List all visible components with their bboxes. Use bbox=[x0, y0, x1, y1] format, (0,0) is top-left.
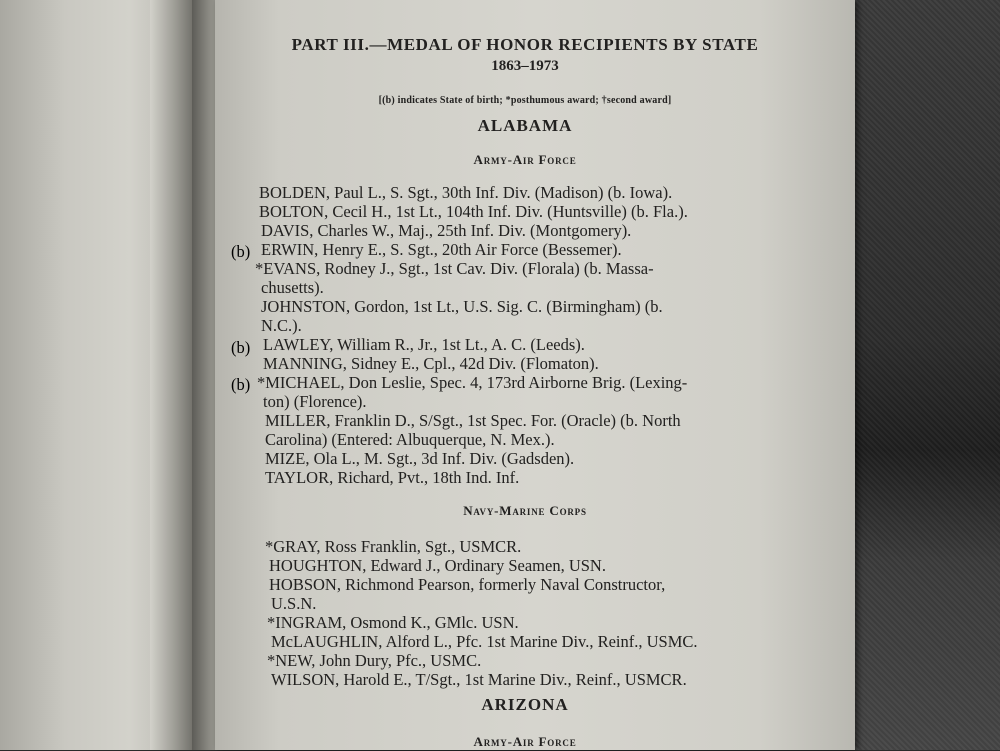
entry-mize: MIZE, Ola L., M. Sgt., 3d Inf. Div. (Gadsden). bbox=[265, 449, 575, 468]
legend-note: [(b) indicates State of birth; *posthumous award; †second award] bbox=[378, 95, 672, 106]
entry-houghton: HOUGHTON, Edward J., Ordinary Seamen, USN. bbox=[269, 556, 606, 575]
birth-marker: (b) bbox=[231, 338, 251, 357]
entry-wilson: WILSON, Harold E., T/Sgt., 1st Marine Div., Reinf., USMCR. bbox=[271, 670, 687, 689]
service-heading-army-air-force: Army-Air Force bbox=[473, 734, 577, 749]
entry-michael-cont: ton) (Florence). bbox=[263, 392, 367, 411]
page-years: 1863–1973 bbox=[491, 58, 559, 74]
entry-bolton: BOLTON, Cecil H., 1st Lt., 104th Inf. Div. (Huntsville) (b. Fla.). bbox=[259, 202, 688, 221]
page-title: PART III.—MEDAL OF HONOR RECIPIENTS BY STATE bbox=[291, 35, 759, 54]
entry-johnston: JOHNSTON, Gordon, 1st Lt., U.S. Sig. C. (Birmingham) (b. bbox=[261, 297, 663, 316]
state-heading-alabama: ALABAMA bbox=[477, 116, 573, 135]
state-heading-arizona: ARIZONA bbox=[481, 695, 569, 714]
entry-evans: *EVANS, Rodney J., Sgt., 1st Cav. Div. (Florala) (b. Massa- bbox=[255, 259, 654, 278]
entry-manning: MANNING, Sidney E., Cpl., 42d Div. (Flomaton). bbox=[263, 354, 599, 373]
birth-marker: (b) bbox=[231, 375, 251, 394]
entry-bolden: BOLDEN, Paul L., S. Sgt., 30th Inf. Div. (Madison) (b. Iowa). bbox=[259, 183, 673, 202]
entry-taylor: TAYLOR, Richard, Pvt., 18th Ind. Inf. bbox=[265, 468, 520, 487]
entry-erwin: ERWIN, Henry E., S. Sgt., 20th Air Force (Bessemer). bbox=[261, 240, 622, 259]
entry-ingram: *INGRAM, Osmond K., GMlc. USN. bbox=[267, 613, 519, 632]
entry-new: *NEW, John Dury, Pfc., USMC. bbox=[267, 651, 482, 670]
entry-lawley: LAWLEY, William R., Jr., 1st Lt., A. C. (Leeds). bbox=[263, 335, 585, 354]
birth-marker: (b) bbox=[231, 242, 251, 261]
entry-miller: MILLER, Franklin D., S/Sgt., 1st Spec. For. (Oracle) (b. North bbox=[265, 411, 681, 430]
service-heading-army-air-force: Army-Air Force bbox=[473, 152, 577, 167]
entry-miller-cont: Carolina) (Entered: Albuquerque, N. Mex.). bbox=[265, 430, 555, 449]
facing-page-edge bbox=[150, 0, 195, 750]
entry-hobson-cont: U.S.N. bbox=[271, 594, 317, 613]
entry-gray: *GRAY, Ross Franklin, Sgt., USMCR. bbox=[265, 537, 522, 556]
entry-michael: *MICHAEL, Don Leslie, Spec. 4, 173rd Airborne Brig. (Lexing- bbox=[257, 373, 688, 392]
entry-mclaughlin: McLAUGHLIN, Alford L., Pfc. 1st Marine Div., Reinf., USMC. bbox=[271, 632, 698, 651]
entry-hobson: HOBSON, Richmond Pearson, formerly Naval Constructor, bbox=[269, 575, 666, 594]
entry-evans-cont: chusetts). bbox=[261, 278, 324, 297]
background-fabric bbox=[840, 0, 1000, 750]
service-heading-navy-marine-corps: Navy-Marine Corps bbox=[463, 503, 587, 518]
book-page bbox=[215, 0, 855, 750]
page-content bbox=[215, 0, 855, 750]
entry-johnston-cont: N.C.). bbox=[261, 316, 302, 335]
entry-davis: DAVIS, Charles W., Maj., 25th Inf. Div. (Montgomery). bbox=[261, 221, 632, 240]
